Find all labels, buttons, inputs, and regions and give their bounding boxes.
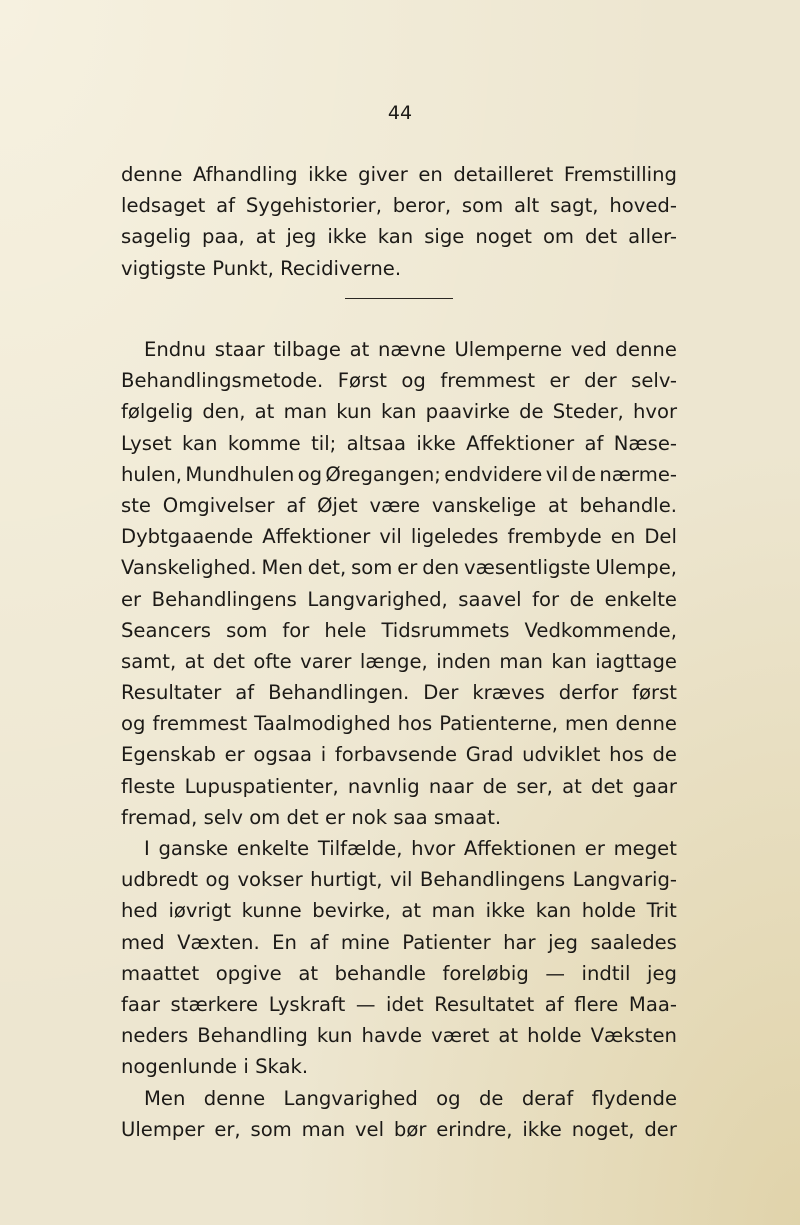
text-line: I ganske enkelte Tilfælde, hvor Affektionen er meget	[144, 837, 677, 860]
text-line: vigtigste Punkt, Recidiverne.	[121, 256, 402, 280]
text-line: Endnu staar tilbage at nævne Ulemperne ved denne	[144, 338, 677, 361]
text-line: hulen, Mundhulen og Øregangen; endvidere vil de nærme-	[121, 462, 677, 486]
text-line: neders Behandling kun havde været at holde Væksten	[121, 1024, 677, 1048]
text-line: hed iøvrigt kunne bevirke, at man ikke kan holde Trit	[121, 899, 677, 923]
text-line: nogenlunde i Skak.	[121, 1055, 309, 1079]
text-line: Ulemper er, som man vel bør erindre, ikke noget, der	[121, 1117, 677, 1141]
text-line: maattet opgive at behandle foreløbig — indtil jeg	[121, 961, 677, 985]
text-line: fleste Lupuspatienter, navnlig naar de ser, at det gaar	[121, 774, 677, 798]
text-line: Egenskab er ogsaa i forbavsende Grad udviklet hos de	[121, 743, 677, 767]
text-line: og fremmest Taalmodighed hos Patienterne, men denne	[121, 712, 677, 736]
text-line: denne Afhandling ikke giver en detailleret Fremstilling	[121, 163, 677, 186]
text-line: Men denne Langvarighed og de deraf flydende	[144, 1086, 677, 1110]
text-line: fremad, selv om det er nok saa smaat.	[121, 805, 502, 829]
text-line: udbredt og vokser hurtigt, vil Behandlingens Langvarig-	[121, 868, 677, 892]
page-number: 44	[387, 102, 413, 124]
text-line: Vanskelighed. Men det, som er den væsentligste Ulempe,	[121, 556, 677, 580]
paragraph-section-2	[121, 334, 677, 1145]
text-line: faar stærkere Lyskraft — idet Resultatet af flere Maa-	[121, 992, 677, 1016]
text-line: ledsaget af Sygehistorier, beror, som alt sagt, hoved-	[121, 194, 677, 218]
text-line: sagelig paa, at jeg ikke kan sige noget om det aller-	[121, 225, 677, 249]
text-line: Lyset kan komme til; altsaa ikke Affektioner af Næse-	[121, 431, 677, 455]
text-line: ste Omgivelser af Øjet være vanskelige at behandle.	[121, 493, 677, 517]
text-line: samt, at det ofte varer længe, inden man kan iagttage	[121, 649, 677, 673]
paragraph-section-1	[121, 159, 677, 284]
text-line: er Behandlingens Langvarighed, saavel for de enkelte	[121, 587, 677, 611]
text-line: Resultater af Behandlingen. Der kræves derfor først	[121, 681, 677, 705]
text-line: Seancers som for hele Tidsrummets Vedkommende,	[121, 618, 677, 642]
text-line: Behandlingsmetode. Først og fremmest er der selv-	[121, 369, 677, 393]
text-line: med Væxten. En af mine Patienter har jeg saaledes	[121, 930, 677, 954]
text-line: følgelig den, at man kun kan paavirke de Steder, hvor	[121, 400, 677, 424]
section-divider	[345, 298, 453, 299]
text-line: Dybtgaaende Affektioner vil ligeledes frembyde en Del	[121, 525, 677, 549]
